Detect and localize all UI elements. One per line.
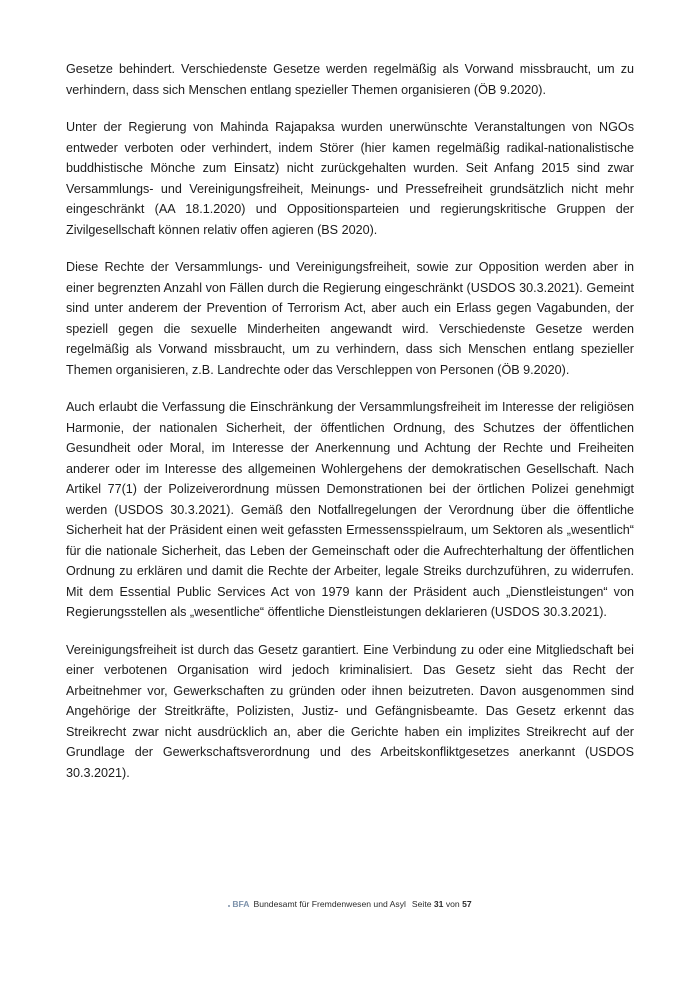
- bfa-logo-text: BFA: [232, 899, 250, 909]
- body-paragraph: Unter der Regierung von Mahinda Rajapaksa wurden unerwünschte Veranstaltungen von NGOs entweder verboten oder verhindert, indem Störer (hier kamen regelmäßig radikal-nationalistische buddhistische Mönche zum Einsatz) nicht zurückgehalten wurden. Seit Anfang 2015 sind zwar Versammlungs- und Vereinigungsfreiheit, Meinungs- und Pressefreiheit grundsätzlich nicht mehr eingeschränkt (AA 18.1.2020) und Oppositionsparteien und regierungskritische Gruppen der Zivilgesellschaft können relativ offen agieren (BS 2020).: [66, 120, 634, 237]
- body-paragraph: Gesetze behindert. Verschiedenste Gesetze werden regelmäßig als Vorwand missbraucht, um zu verhindern, dass sich Menschen entlang spezieller Themen organisieren (ÖB 9.2020).: [66, 62, 634, 97]
- body-paragraph: Vereinigungsfreiheit ist durch das Gesetz garantiert. Eine Verbindung zu oder eine Mitgliedschaft bei einer verbotenen Organisation wird jedoch kriminalisiert. Das Gesetz sieht das Recht der Arbeitnehmer vor, Gewerkschaften zu gründen oder ihnen beizutreten. Davon ausgenommen sind Angehörige der Streitkräfte, Polizisten, Justiz- und Gefängnisbeamte. Das Gesetz erkennt das Streikrecht zwar nicht ausdrücklich an, aber die Gerichte haben ein implizites Streikrecht auf der Grundlage der Gewerkschaftsverordnung und des Arbeitskonfliktgesetzes anerkannt (USDOS 30.3.2021).: [66, 642, 634, 780]
- footer-total-pages: 57: [462, 899, 472, 909]
- body-paragraph: Auch erlaubt die Verfassung die Einschränkung der Versammlungsfreiheit im Interesse der religiösen Harmonie, der nationalen Sicherheit, der öffentlichen Ordnung, des Schutzes der öffentlichen Gesundheit oder Moral, im Interesse der Anerkennung und Achtung der Rechte und Freiheiten anderer oder im Interesse des allgemeinen Wohlergehens der demokratischen Gesellschaft. Nach Artikel 77(1) der Polizeiverordnung müssen Demonstrationen bei der örtlichen Polizei genehmigt werden (USDOS 30.3.2021). Gemäß den Notfallregelungen der Verordnung über die öffentliche Sicherheit hat der Präsident einen weit gefassten Ermessensspielraum, um Sektoren als „wesentlich“ für die nationale Sicherheit, das Leben der Gemeinschaft oder die Aufrechterhaltung der öffentlichen Ordnung zu erklären und damit die Rechte der Arbeiter, legale Streiks durchzuführen, zu widerrufen. Mit dem Essential Public Services Act von 1979 kann der Präsident auch „Dienstleistungen“ von Regierungsstellen als „wesentliche“ öffentliche Dienstleistungen deklarieren (USDOS 30.3.2021).: [66, 400, 634, 619]
- footer-of-label: von: [445, 899, 460, 909]
- footer-page-number: 31: [433, 899, 444, 909]
- bfa-logo-icon: [228, 905, 230, 907]
- document-body: [66, 59, 634, 800]
- page-footer: [0, 898, 700, 910]
- body-paragraph: Diese Rechte der Versammlungs- und Vereinigungsfreiheit, sowie zur Opposition werden aber in einer begrenzten Anzahl von Fällen durch die Regierung eingeschränkt (USDOS 30.3.2021). Gemeint sind unter anderem der Prevention of Terrorism Act, aber auch ein Erlass gegen Vagabunden, der speziell gegen die sexuelle Minderheiten angewandt wird. Verschiedenste Gesetze werden regelmäßig als Vorwand missbraucht, um zu verhindern, dass sich Menschen entlang spezieller Themen organisieren, z.B. Landrechte oder das Verschleppen von Personen (ÖB 9.2020).: [66, 260, 634, 377]
- footer-organization: Bundesamt für Fremdenwesen und Asyl: [253, 899, 406, 909]
- footer-page-label: Seite: [411, 899, 432, 909]
